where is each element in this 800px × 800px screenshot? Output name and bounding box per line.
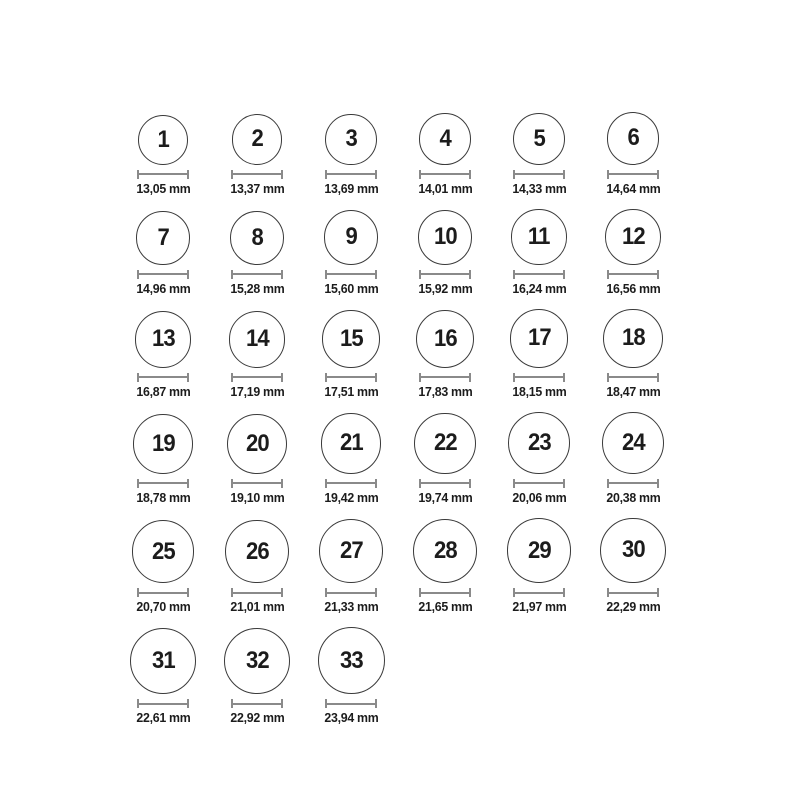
ring-diameter-label: 22,29 mm bbox=[605, 599, 661, 615]
ring-size-number: 12 bbox=[621, 222, 645, 250]
ring-circle bbox=[324, 210, 378, 264]
diameter-measure-line bbox=[231, 373, 283, 382]
ring-size-item bbox=[586, 309, 680, 400]
ring-diameter-label: 21,65 mm bbox=[417, 599, 473, 615]
ring-circle bbox=[416, 310, 474, 368]
ring-diameter-label: 15,28 mm bbox=[229, 280, 285, 296]
ring-diameter-label: 13,37 mm bbox=[229, 180, 285, 196]
ring-diameter-label: 21,01 mm bbox=[229, 599, 285, 615]
diameter-measure-line bbox=[607, 270, 659, 279]
ring-circle bbox=[413, 519, 477, 583]
ring-size-item bbox=[398, 113, 492, 197]
ring-size-number: 25 bbox=[151, 537, 175, 565]
ring-circle bbox=[136, 211, 189, 264]
ring-diameter-label: 15,60 mm bbox=[323, 280, 379, 296]
ring-size-number: 27 bbox=[339, 537, 363, 565]
ring-diameter-label: 16,56 mm bbox=[605, 280, 661, 296]
ring-diameter-label: 14,96 mm bbox=[135, 280, 191, 296]
ring-circle bbox=[508, 412, 570, 474]
ring-size-number: 21 bbox=[339, 429, 363, 457]
diameter-measure-line bbox=[325, 699, 377, 708]
ring-size-number: 9 bbox=[345, 223, 357, 251]
ring-circle bbox=[510, 309, 569, 368]
diameter-measure-line bbox=[231, 479, 283, 488]
ring-circle bbox=[418, 210, 473, 265]
ring-diameter-label: 22,61 mm bbox=[135, 710, 191, 726]
diameter-measure-line bbox=[325, 270, 377, 279]
diameter-measure-line bbox=[325, 479, 377, 488]
diameter-measure-line bbox=[325, 170, 377, 179]
ring-diameter-label: 20,38 mm bbox=[605, 489, 661, 505]
ring-size-number: 24 bbox=[621, 428, 645, 456]
ring-circle bbox=[414, 413, 475, 474]
ring-circle bbox=[511, 209, 566, 264]
ring-size-item bbox=[586, 209, 680, 297]
diameter-measure-line bbox=[137, 373, 189, 382]
ring-size-item bbox=[210, 414, 304, 506]
ring-size-chart bbox=[116, 112, 686, 726]
ring-size-item bbox=[586, 518, 680, 615]
ring-diameter-label: 14,64 mm bbox=[605, 180, 661, 196]
ring-size-item bbox=[398, 413, 492, 506]
ring-size-number: 1 bbox=[157, 125, 169, 153]
ring-size-item bbox=[492, 209, 586, 296]
ring-size-item bbox=[304, 210, 398, 296]
diameter-measure-line bbox=[231, 699, 283, 708]
ring-circle bbox=[318, 627, 385, 694]
ring-circle bbox=[224, 628, 290, 694]
ring-diameter-label: 16,24 mm bbox=[511, 280, 567, 296]
ring-circle bbox=[321, 413, 382, 474]
diameter-measure-line bbox=[325, 588, 377, 597]
ring-size-number: 32 bbox=[245, 646, 269, 674]
ring-diameter-label: 18,15 mm bbox=[511, 383, 567, 399]
diameter-measure-line bbox=[325, 373, 377, 382]
ring-diameter-label: 20,06 mm bbox=[511, 489, 567, 505]
ring-size-item bbox=[492, 113, 586, 197]
ring-diameter-label: 21,97 mm bbox=[511, 599, 567, 615]
ring-size-item bbox=[116, 414, 210, 506]
diameter-measure-line bbox=[137, 170, 189, 179]
diameter-measure-line bbox=[231, 588, 283, 597]
ring-circle bbox=[607, 112, 660, 165]
ring-size-item bbox=[116, 628, 210, 726]
diameter-measure-line bbox=[137, 479, 189, 488]
ring-size-number: 7 bbox=[157, 223, 169, 251]
diameter-measure-line bbox=[419, 373, 471, 382]
diameter-measure-line bbox=[419, 170, 471, 179]
ring-circle bbox=[135, 311, 191, 367]
ring-diameter-label: 13,69 mm bbox=[323, 180, 379, 196]
ring-diameter-label: 18,78 mm bbox=[135, 489, 191, 505]
ring-circle bbox=[603, 309, 662, 368]
ring-circle bbox=[132, 520, 195, 583]
diameter-measure-line bbox=[137, 270, 189, 279]
ring-circle bbox=[605, 209, 661, 265]
ring-circle bbox=[133, 414, 193, 474]
ring-diameter-label: 20,70 mm bbox=[135, 599, 191, 615]
ring-size-number: 4 bbox=[439, 124, 451, 152]
ring-size-number: 33 bbox=[339, 646, 363, 674]
ring-diameter-label: 17,19 mm bbox=[229, 383, 285, 399]
ring-size-number: 26 bbox=[245, 537, 269, 565]
diameter-measure-line bbox=[607, 170, 659, 179]
ring-size-number: 22 bbox=[433, 429, 457, 457]
diameter-measure-line bbox=[137, 699, 189, 708]
ring-circle bbox=[230, 211, 284, 265]
ring-circle bbox=[227, 414, 287, 474]
ring-size-number: 11 bbox=[528, 222, 550, 250]
diameter-measure-line bbox=[419, 270, 471, 279]
diameter-measure-line bbox=[513, 373, 565, 382]
ring-size-number: 5 bbox=[533, 124, 545, 152]
diameter-measure-line bbox=[513, 170, 565, 179]
ring-size-item bbox=[210, 114, 304, 197]
ring-circle bbox=[225, 520, 288, 583]
ring-size-number: 10 bbox=[433, 223, 457, 251]
ring-diameter-label: 17,83 mm bbox=[417, 383, 473, 399]
ring-size-item bbox=[304, 310, 398, 399]
diameter-measure-line bbox=[137, 588, 189, 597]
ring-circle bbox=[130, 628, 196, 694]
ring-size-number: 8 bbox=[251, 223, 263, 251]
ring-size-number: 18 bbox=[621, 324, 645, 352]
ring-size-item bbox=[398, 210, 492, 297]
diameter-measure-line bbox=[231, 170, 283, 179]
ring-size-item bbox=[586, 112, 680, 197]
ring-grid bbox=[116, 112, 686, 726]
ring-diameter-label: 23,94 mm bbox=[323, 710, 379, 726]
ring-size-item bbox=[304, 114, 398, 197]
ring-size-number: 14 bbox=[245, 325, 269, 353]
ring-size-number: 31 bbox=[151, 647, 175, 675]
ring-size-item bbox=[492, 518, 586, 615]
ring-size-item bbox=[492, 412, 586, 506]
ring-diameter-label: 18,47 mm bbox=[605, 383, 661, 399]
ring-size-number: 19 bbox=[151, 429, 175, 457]
ring-size-number: 20 bbox=[245, 429, 269, 457]
ring-diameter-label: 22,92 mm bbox=[229, 710, 285, 726]
ring-diameter-label: 16,87 mm bbox=[135, 383, 191, 399]
ring-size-item bbox=[210, 211, 304, 297]
diameter-measure-line bbox=[513, 588, 565, 597]
ring-size-item bbox=[492, 309, 586, 400]
ring-size-number: 30 bbox=[621, 536, 645, 564]
ring-size-item bbox=[116, 211, 210, 296]
ring-size-item bbox=[304, 519, 398, 615]
diameter-measure-line bbox=[231, 270, 283, 279]
ring-diameter-label: 13,05 mm bbox=[135, 180, 191, 196]
ring-diameter-label: 14,33 mm bbox=[511, 180, 567, 196]
ring-circle bbox=[513, 113, 565, 165]
ring-size-number: 13 bbox=[151, 325, 175, 353]
ring-circle bbox=[325, 114, 376, 165]
ring-circle bbox=[419, 113, 471, 165]
ring-circle bbox=[602, 412, 664, 474]
ring-diameter-label: 15,92 mm bbox=[417, 280, 473, 296]
ring-size-item bbox=[116, 115, 210, 197]
ring-size-number: 16 bbox=[433, 324, 457, 352]
ring-size-item bbox=[304, 627, 398, 726]
ring-size-number: 28 bbox=[433, 536, 457, 564]
ring-size-item bbox=[586, 412, 680, 506]
ring-size-number: 29 bbox=[527, 536, 551, 564]
ring-size-item bbox=[398, 519, 492, 615]
ring-size-item bbox=[210, 520, 304, 615]
ring-circle bbox=[322, 310, 379, 367]
diameter-measure-line bbox=[513, 270, 565, 279]
ring-size-item bbox=[304, 413, 398, 506]
ring-size-number: 3 bbox=[345, 125, 357, 153]
ring-size-item bbox=[398, 310, 492, 400]
ring-size-number: 15 bbox=[339, 324, 363, 352]
ring-diameter-label: 19,10 mm bbox=[229, 489, 285, 505]
ring-size-number: 23 bbox=[527, 428, 551, 456]
diameter-measure-line bbox=[419, 588, 471, 597]
ring-size-item bbox=[116, 311, 210, 399]
ring-circle bbox=[319, 519, 383, 583]
ring-diameter-label: 19,74 mm bbox=[417, 489, 473, 505]
ring-circle bbox=[507, 518, 572, 583]
ring-circle bbox=[138, 115, 188, 165]
ring-size-item bbox=[116, 520, 210, 615]
diameter-measure-line bbox=[607, 588, 659, 597]
ring-circle bbox=[232, 114, 283, 165]
ring-circle bbox=[229, 311, 286, 368]
ring-diameter-label: 21,33 mm bbox=[323, 599, 379, 615]
ring-diameter-label: 17,51 mm bbox=[323, 383, 379, 399]
ring-size-number: 2 bbox=[251, 125, 263, 153]
ring-size-number: 17 bbox=[527, 324, 551, 352]
diameter-measure-line bbox=[607, 373, 659, 382]
diameter-measure-line bbox=[607, 479, 659, 488]
ring-diameter-label: 19,42 mm bbox=[323, 489, 379, 505]
ring-size-item bbox=[210, 628, 304, 726]
diameter-measure-line bbox=[419, 479, 471, 488]
ring-size-item bbox=[210, 311, 304, 400]
ring-diameter-label: 14,01 mm bbox=[417, 180, 473, 196]
diameter-measure-line bbox=[513, 479, 565, 488]
ring-size-number: 6 bbox=[627, 124, 639, 152]
ring-circle bbox=[600, 518, 665, 583]
